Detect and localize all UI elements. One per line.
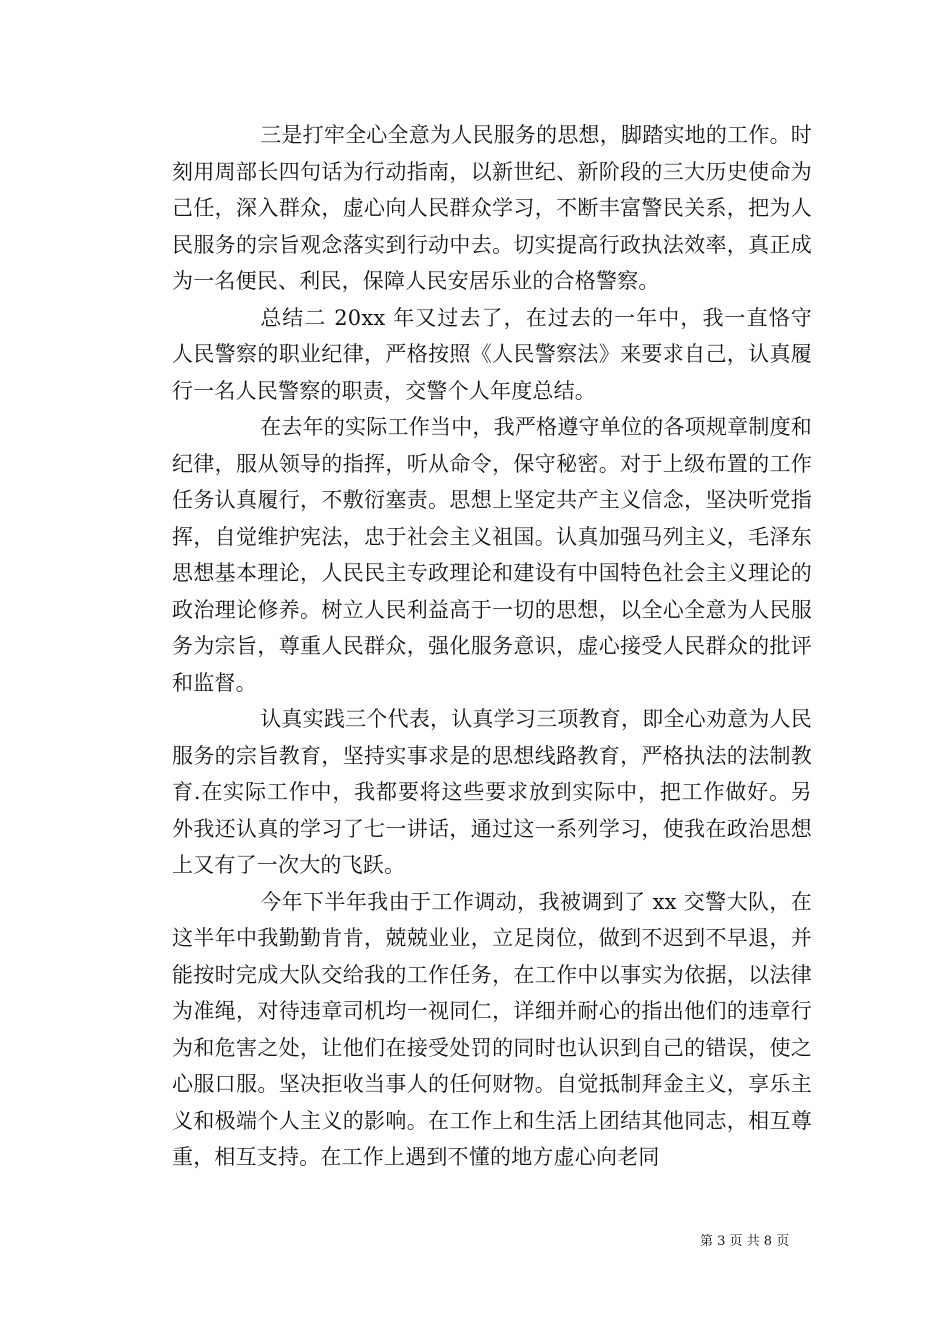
- paragraph-2: 总结二 20xx 年又过去了，在过去的一年中，我一直恪守人民警察的职业纪律，严格按照《人民警察法》来要求自己，认真履行一名人民警察的职责，交警个人年度总结。: [172, 305, 812, 403]
- paragraph-4: 认真实践三个代表，认真学习三项教育，即全心劝意为人民服务的宗旨教育，坚持实事求是的思想线路教育，严格执法的法制教育.在实际工作中，我都要将这些要求放到实际中，把工作做好。另外我还认真的学习了七一讲话，通过这一系列学习，使我在政治思想上又有了一次大的飞跃。: [172, 707, 812, 877]
- page-number-footer: 第 3 页 共 8 页: [700, 1234, 790, 1249]
- paragraph-3: 在去年的实际工作当中，我严格遵守单位的各项规章制度和纪律，服从领导的指挥，听从命令，保守秘密。对于上级布置的工作任务认真履行，不敷衍塞责。思想上坚定共产主义信念，坚决听党指挥，自觉维护宪法，忠于社会主义祖国。认真加强马列主义，毛泽东思想基本理论，人民民主专政理论和建设有中国特色社会主义理论的政治理论修养。树立人民利益高于一切的思想，以全心全意为人民服务为宗旨，尊重人民群众，强化服务意识，虚心接受人民群众的批评和监督。: [172, 415, 812, 695]
- paragraph-5: 今年下半年我由于工作调动，我被调到了 xx 交警大队，在这半年中我勤勤肯肯，兢兢业业，立足岗位，做到不迟到不早退，并能按时完成大队交给我的工作任务，在工作中以事实为依据，以法律为准绳，对待违章司机均一视同仁，详细并耐心的指出他们的违章行为和危害之处，让他们在接受处罚的同时也认识到自己的错误，使之心服口服。坚决拒收当事人的任何财物。自觉抵制拜金主义，享乐主义和极端个人主义的影响。在工作上和生活上团结其他同志，相互尊重，相互支持。在工作上遇到不懂的地方虚心向老同: [172, 889, 812, 1169]
- paragraph-1: 三是打牢全心全意为人民服务的思想，脚踏实地的工作。时刻用周部长四句话为行动指南，以新世纪、新阶段的三大历史使命为己任，深入群众，虚心向人民群众学习，不断丰富警民关系，把为人民服务的宗旨观念落实到行动中去。切实提高行政执法效率，真正成为一名便民、利民，保障人民安居乐业的合格警察。: [172, 123, 812, 293]
- document-body: [172, 117, 812, 1176]
